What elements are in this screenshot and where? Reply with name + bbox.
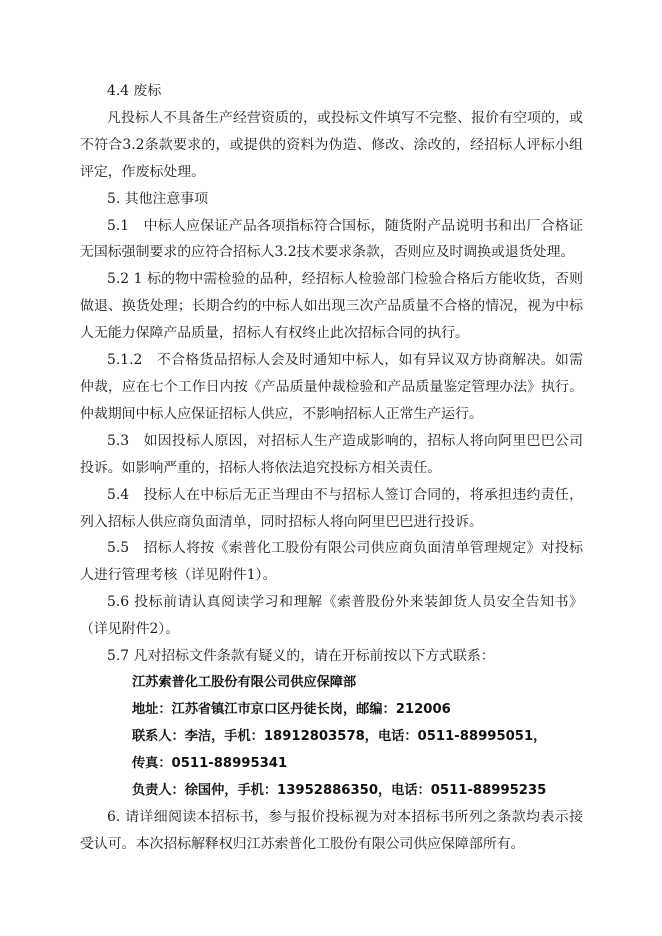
- clause-5-1: 5.1 中标人应保证产品各项指标符合国标，随货附产品说明书和出厂合格证无国标强制要求的应符合招标人3.2技术要求条款，否则应及时调换或退货处理。: [80, 217, 583, 261]
- section-5-heading: 5. 其他注意事项: [107, 190, 209, 207]
- contact-responsible-person: 负责人：徐国仲，手机：13952886350，电话：0511-88995235: [132, 782, 547, 798]
- contact-department: 江苏索普化工股份有限公司供应保障部: [132, 674, 357, 690]
- contact-person: 联系人：李洁，手机：18912803578，电话：0511-88995051，: [132, 728, 547, 744]
- clause-5-5: 5.5 招标人将按《索普化工股份有限公司供应商负面清单管理规定》对投标人进行管理考核（详见附件1）。: [80, 540, 583, 584]
- contact-address: 地址：江苏省镇江市京口区丹徒长岗，邮编：212006: [132, 701, 451, 717]
- clause-5-3: 5.3 如因投标人原因，对招标人生产造成影响的，招标人将向阿里巴巴公司投诉。如影响严重的，招标人将依法追究投标方相关责任。: [80, 432, 583, 476]
- clause-5-4: 5.4 投标人在中标后无正当理由不与招标人签订合同的，将承担违约责任，列入招标人供应商负面清单，同时招标人将向阿里巴巴进行投诉。: [80, 486, 583, 530]
- section-4-4-heading: 4.4 废标: [107, 83, 162, 99]
- clause-5-1-2: 5.1.2 不合格货品招标人会及时通知中标人，如有异议双方协商解决。如需仲裁，应在七个工作日内按《产品质量仲裁检验和产品质量鉴定管理办法》执行。仲裁期间中标人应保证招标人供应，不影响招标人正常生产运行。: [80, 352, 583, 422]
- contact-fax: 传真：0511-88995341: [132, 755, 288, 771]
- section-4-4-body: 凡投标人不具备生产经营资质的，或投标文件填写不完整、报价有空项的，或不符合3.2条款要求的，或提供的资料为伪造、修改、涂改的，经招标人评标小组评定，作废标处理。: [80, 109, 583, 180]
- clause-5-6: 5.6 投标前请认真阅读学习和理解《索普股份外来装卸货人员安全告知书》（详见附件2）。: [80, 594, 583, 638]
- document-page: [80, 78, 583, 858]
- closing-clause-6: 6. 请详细阅读本招标书，参与报价投标视为对本招标书所列之条款均表示接受认可。本次招标解释权归江苏索普化工股份有限公司供应保障部所有。: [80, 809, 583, 853]
- clause-5-2-1: 5.2 1 标的物中需检验的品种，经招标人检验部门检验合格后方能收货，否则做退、换货处理；长期合约的中标人如出现三次产品质量不合格的情况，视为中标人无能力保障产品质量，招标人有权终止此次招标合同的执行。: [80, 271, 583, 342]
- contact-block: [80, 670, 583, 805]
- clause-5-7: 5.7 凡对招标文件条款有疑义的，请在开标前按以下方式联系：: [107, 648, 495, 665]
